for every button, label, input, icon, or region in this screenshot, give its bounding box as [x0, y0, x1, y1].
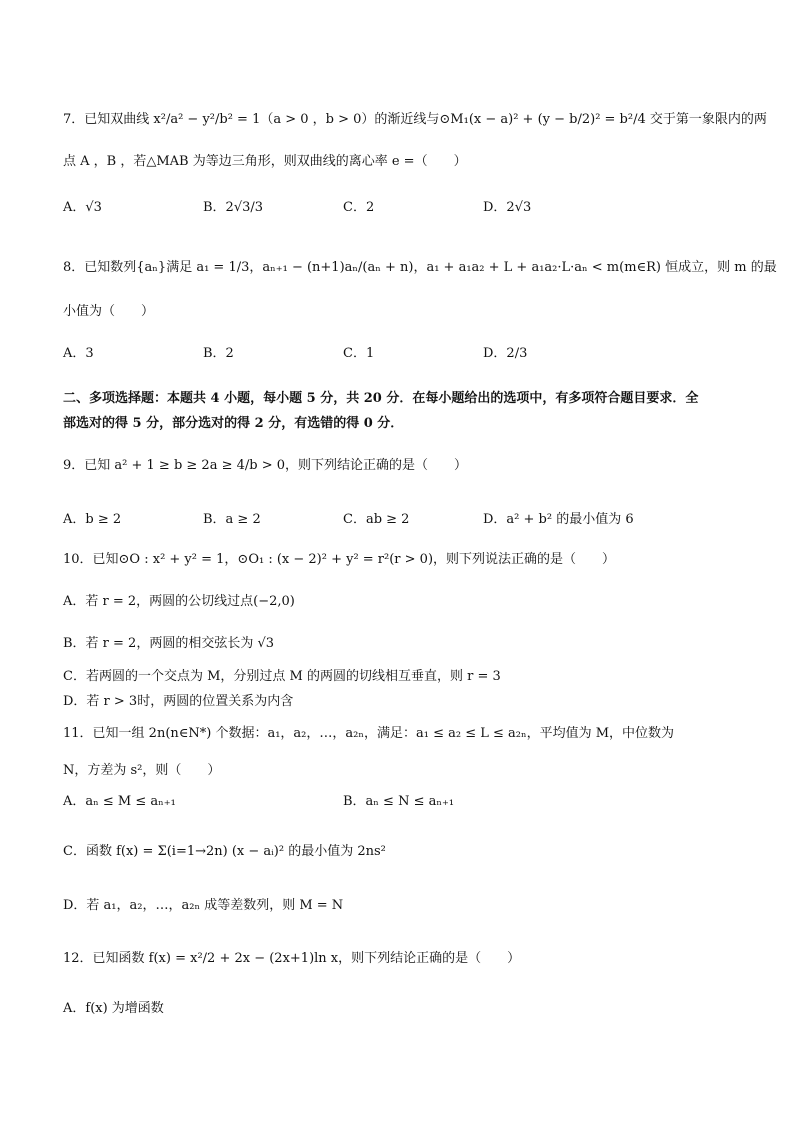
q10-stem: 10．已知⊙O : x² + y² = 1，⊙O₁ : (x − 2)² + y² = r²(r > 0)，则下列说法正确的是（ ）	[63, 552, 616, 567]
q7-option-b: B．2√3/3	[203, 200, 264, 215]
q12-stem: 12．已知函数 f(x) = x²/2 + 2x − (2x+1)ln x，则下列结论正确的是（ ）	[63, 951, 521, 966]
q11-stem-line1: 11．已知一组 2n(n∈N*) 个数据：a₁，a₂，…，a₂ₙ，满足：a₁ ≤ a₂ ≤ L ≤ a₂ₙ，平均值为 M，中位数为	[63, 726, 675, 741]
section2-heading-line1: 二、多项选择题：本题共 4 小题，每小题 5 分，共 20 分．在每小题给出的选项中，有多项符合题目要求．全	[63, 391, 699, 406]
q8-option-c: C．1	[343, 346, 375, 361]
section2-heading-line2: 部选对的得 5 分，部分选对的得 2 分，有选错的得 0 分．	[63, 416, 404, 431]
q8-stem-line1: 8．已知数列{aₙ}满足 a₁ = 1/3，aₙ₊₁ − (n+1)aₙ/(aₙ + n)，a₁ + a₁a₂ + L + a₁a₂·L·aₙ < m(m∈R) 恒成立，则 m 的最	[63, 260, 777, 275]
q9-stem: 9．已知 a² + 1 ≥ b ≥ 2a ≥ 4/b > 0，则下列结论正确的是（ ）	[63, 458, 468, 473]
q7-option-d: D．2√3	[483, 200, 532, 215]
q10-option-c: C．若两圆的一个交点为 M，分别过点 M 的两圆的切线相互垂直，则 r = 3	[63, 669, 501, 684]
q11-option-d: D．若 a₁，a₂，…，a₂ₙ 成等差数列，则 M = N	[63, 898, 344, 913]
q11-option-a: A．aₙ ≤ M ≤ aₙ₊₁	[63, 794, 176, 809]
q9-option-a: A．b ≥ 2	[63, 512, 122, 527]
q8-option-a: A．3	[63, 346, 94, 361]
q11-option-c: C．函数 f(x) = Σ(i=1→2n) (x − aᵢ)² 的最小值为 2ns²	[63, 844, 386, 859]
q10-option-d: D．若 r > 3时，两圆的位置关系为内含	[63, 694, 294, 709]
q9-option-d: D．a² + b² 的最小值为 6	[483, 512, 634, 527]
q7-stem-line2: 点 A ，B ，若△MAB 为等边三角形，则双曲线的离心率 e =（ ）	[63, 154, 467, 169]
q7-stem-line1: 7．已知双曲线 x²/a² − y²/b² = 1（a > 0 ，b > 0）的渐近线与⊙M₁(x − a)² + (y − b/2)² = b²/4 交于第一象限内的两	[63, 112, 767, 127]
q8-option-d: D．2/3	[483, 346, 528, 361]
q8-option-b: B．2	[203, 346, 234, 361]
q8-stem-line2: 小值为（ ）	[63, 304, 155, 319]
q12-option-a: A．f(x) 为增函数	[63, 1001, 164, 1016]
q11-stem-line2: N，方差为 s²，则（ ）	[63, 763, 221, 778]
q9-option-b: B．a ≥ 2	[203, 512, 261, 527]
q7-option-c: C．2	[343, 200, 375, 215]
q9-option-c: C．ab ≥ 2	[343, 512, 410, 527]
q7-option-a: A．√3	[63, 200, 102, 215]
q10-option-a: A．若 r = 2，两圆的公切线过点(−2,0)	[63, 594, 295, 609]
q11-option-b: B．aₙ ≤ N ≤ aₙ₊₁	[343, 794, 455, 809]
q10-option-b: B．若 r = 2，两圆的相交弦长为 √3	[63, 636, 275, 651]
